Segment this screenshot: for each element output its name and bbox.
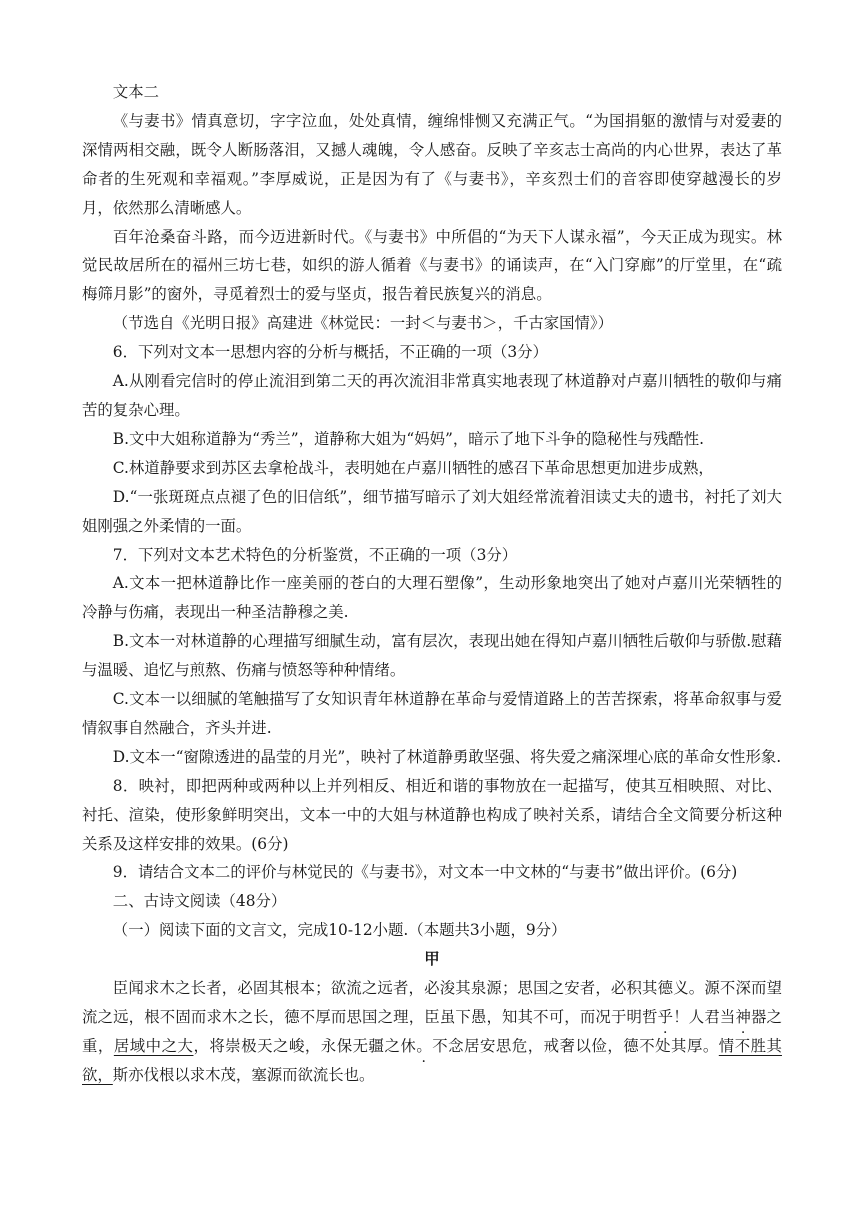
passage-text-3: 神器之重， bbox=[82, 1008, 782, 1055]
question-7-stem: 7．下列对文本艺术特色的分析鉴赏，不正确的一项（3分） bbox=[112, 545, 518, 564]
passage-text-4: ，将崇极天之峻，永保无疆之 bbox=[193, 1036, 401, 1055]
passage-text-6: 斯亦伐根以求木茂，塞源而欲流长也。 bbox=[112, 1065, 375, 1084]
passage-jia-heading: 甲 bbox=[424, 950, 440, 969]
underlined-sentence-2: 情不胜其欲， bbox=[82, 1036, 782, 1084]
passage-text-5: 。不念居安思危，戒奢以俭，德不处其厚。 bbox=[416, 1036, 719, 1055]
question-6-option-c: C.林道静要求到苏区去拿枪战斗，表明她在卢嘉川牺牲的感召下革命思想更加进步成熟， bbox=[112, 458, 714, 477]
emphasis-word-zhe: 哲 bbox=[642, 1008, 658, 1026]
text2-source: （节选自《光明日报》高建进《林觉民：一封＜与妻书＞，千古家国情》） bbox=[112, 314, 613, 333]
passage-text-2: 乎！人君 bbox=[657, 1008, 720, 1026]
question-7-option-d: D.文本一“窗隙透进的晶莹的月光”，映衬了林道静勇敢坚强、将失爱之痛深埋心底的革命女性形象. bbox=[112, 747, 782, 766]
section-2-title: 二、古诗文阅读（48分） bbox=[112, 892, 287, 911]
question-7-option-c: C.文本一以细腻的笔触描写了女知识青年林道静在革命与爱情道路上的苦苦探索，将革命叙事与爱情叙事自然融合，齐头并进. bbox=[82, 690, 782, 737]
section-2-subtitle: （一）阅读下面的文言文，完成10-12小题.（本题共3小题，9分） bbox=[112, 921, 567, 940]
passage-text-1: 臣闻求木之长者，必固其根本；欲流之远者，必浚其泉源；思国之安者，必积其德义。源不深而望流之远，根不固而求木之长，德不厚而思国之理，臣虽下愚，知其不可，而况于明 bbox=[82, 979, 782, 1026]
question-6-option-b: B.文中大姐称道静为“秀兰”，道静称大姐为“妈妈”，暗示了地下斗争的隐秘性与残酷性. bbox=[112, 429, 705, 448]
question-7-option-a: A.文本一把林道静比作一座美丽的苍白的大理石塑像”，生动形象地突出了她对卢嘉川光荣牺牲的冷静与伤痛，表现出一种圣洁静穆之美. bbox=[82, 574, 782, 622]
emphasis-word-xiu: 休 bbox=[400, 1036, 417, 1055]
question-8: 8．映衬，即把两种或两种以上并列相反、相近和谐的事物放在一起描写，使其互相映照、对比、衬托、渲染，使形象鲜明突出，文本一中的大姐与林道静也构成了映衬关系，请结合全文简要分析这种关系及这样安排的效果。(6分) bbox=[82, 776, 782, 853]
text2-paragraph-1: 《与妻书》情真意切，字字泣血，处处真情，缠绵悱恻又充满正气。“为国捐躯的激情与对爱妻的深情两相交融，既令人断肠落泪，又撼人魂魄，令人感奋。反映了辛亥志士高尚的内心世界，表达了革命者的生死观和幸福观。”李厚威说，正是因为有了《与妻书》，辛亥烈士们的音容即使穿越漫长的岁月，依然那么清晰感人。 bbox=[82, 111, 782, 217]
classical-passage-jia bbox=[82, 974, 782, 1090]
question-7-option-b: B.文本一对林道静的心理描写细腻生动，富有层次，表现出她在得知卢嘉川牺牲后敬仰与骄傲.慰藉与温暖、追忆与煎熬、伤痛与愤怒等种种情绪。 bbox=[82, 632, 782, 680]
question-6-option-d: D.“一张斑斑点点褪了色的旧信纸”，细节描写暗示了刘大姐经常流着泪读丈夫的遗书，衬托了刘大姐刚强之外柔情的一面。 bbox=[82, 487, 782, 535]
document-page bbox=[82, 78, 782, 1090]
question-6-stem: 6．下列对文本一思想内容的分析与概括，不正确的一项（3分） bbox=[112, 343, 548, 362]
question-6-option-a: A.从刚看完信时的停止流泪到第二天的再次流泪非常真实地表现了林道静对卢嘉川牺牲的敬仰与痛苦的复杂心理。 bbox=[82, 372, 782, 419]
text2-paragraph-2: 百年沧桑奋斗路，而今迈进新时代。《与妻书》中所倡的“为天下人谋永福”，今天正成为现实。林觉民故居所在的福州三坊七巷，如织的游人循着《与妻书》的诵读声，在“入门穿廊”的厅堂里，在“疏梅筛月影”的窗外，寻觅着烈士的爱与坚贞，报告着民族复兴的消息。 bbox=[82, 227, 782, 304]
question-9: 9．请结合文本二的评价与林觉民的《与妻书》，对文本一中文林的“与妻书”做出评价。(6分) bbox=[112, 863, 738, 882]
text2-label: 文本二 bbox=[112, 83, 159, 101]
underlined-sentence-1: 居域中之大 bbox=[113, 1036, 194, 1055]
emphasis-word-dang: 当 bbox=[719, 1008, 736, 1026]
